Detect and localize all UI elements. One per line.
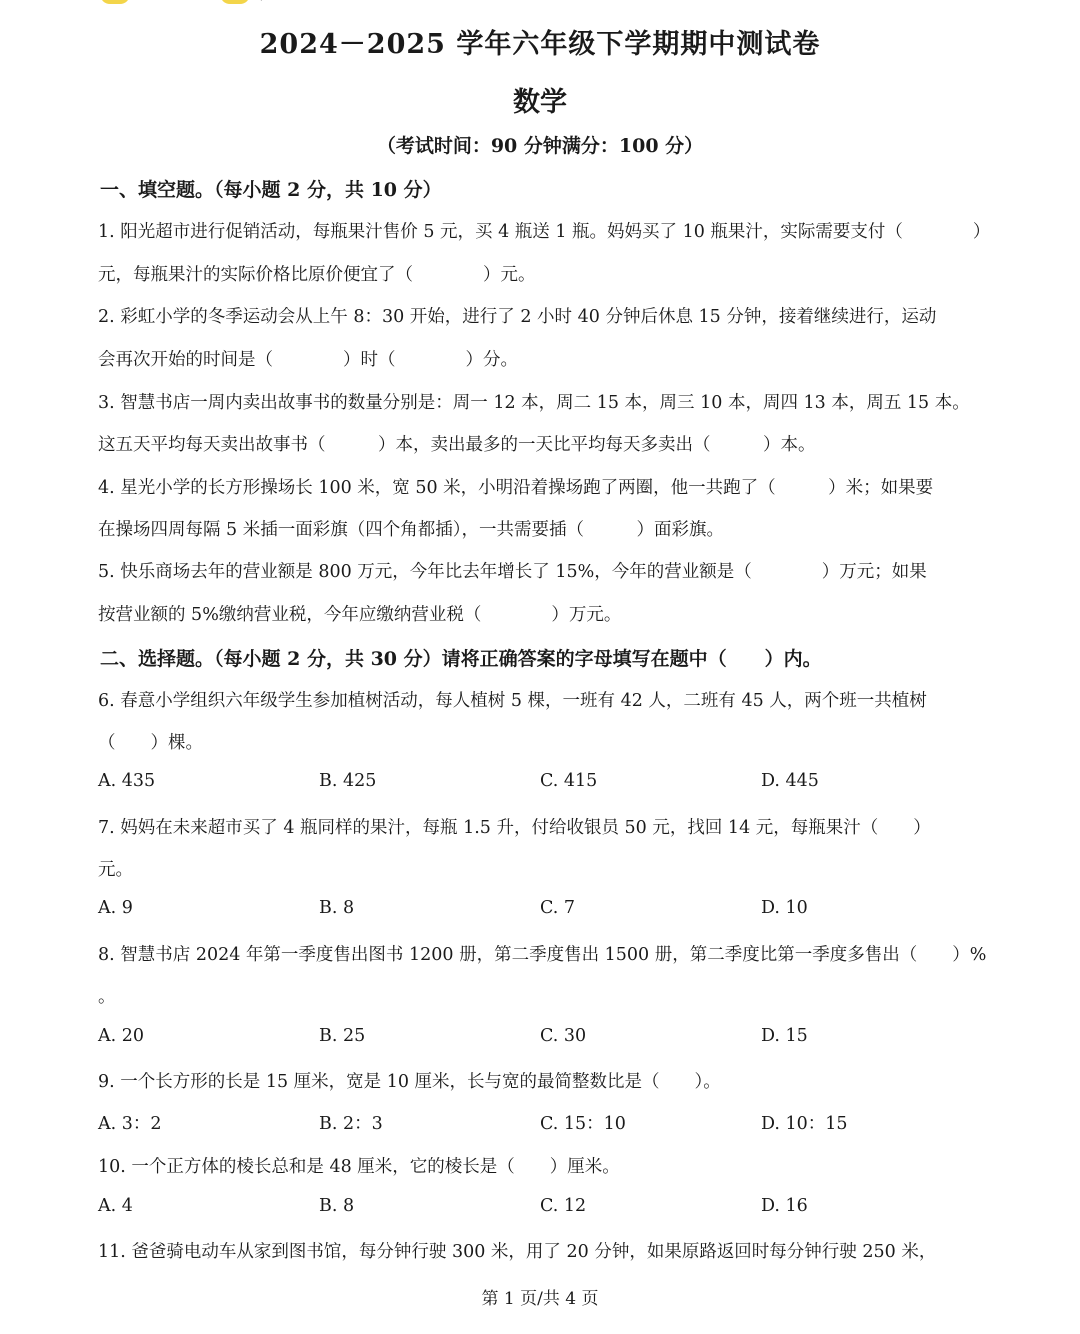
question-line: 5. 快乐商场去年的营业额是 800 万元，今年比去年增长了 15%，今年的营业额是（ ）万元；如果 <box>98 562 927 582</box>
question-10-option-c: C. 12 <box>540 1196 587 1216</box>
question-9-option-a: A. 3：2 <box>98 1114 162 1134</box>
watermark-text <box>134 0 179 1</box>
question-7-line: 元。 <box>98 860 133 880</box>
question-line: 4. 星光小学的长方形操场长 100 米，宽 50 米，小明沿着操场跑了两圈，他一共跑了（ ）米；如果要 <box>98 478 934 498</box>
question-6-option-b: B. 425 <box>319 771 377 791</box>
question-line: 元，每瓶果汁的实际价格比原价便宜了（ ）元。 <box>98 265 536 285</box>
question-8-option-c: C. 30 <box>540 1026 587 1046</box>
question-10-option-b: B. 8 <box>319 1196 355 1216</box>
question-line: 会再次开始的时间是（ ）时（ ）分。 <box>98 350 518 370</box>
question-6-option-c: C. 415 <box>540 771 598 791</box>
watermark-logo-icon <box>220 0 250 4</box>
question-7-option-d: D. 10 <box>761 898 808 918</box>
question-line: 3. 智慧书店一周内卖出故事书的数量分别是：周一 12 本，周二 15 本，周三 10 本，周四 13 本，周五 15 本。 <box>98 393 970 413</box>
question-8-line: 8. 智慧书店 2024 年第一季度售出图书 1200 册，第二季度售出 1500 册，第二季度比第一季度多售出（ ）% <box>98 945 987 965</box>
question-9-option-b: B. 2：3 <box>319 1114 383 1134</box>
question-10-option-a: A. 4 <box>98 1196 133 1216</box>
question-8-line: 。 <box>98 987 116 1007</box>
question-8-option-b: B. 25 <box>319 1026 366 1046</box>
page-number: 第 1 页/共 4 页 <box>481 1289 599 1309</box>
page-title: 2024－2025 学年六年级下学期期中测试卷 <box>259 29 821 60</box>
question-line: 按营业额的 5%缴纳营业税，今年应缴纳营业税（ ）万元。 <box>98 605 622 625</box>
watermark-logo-icon <box>100 0 130 4</box>
question-8-option-a: A. 20 <box>98 1026 145 1046</box>
question-6-option-a: A. 435 <box>98 771 156 791</box>
question-10-option-d: D. 16 <box>761 1196 808 1216</box>
question-11-line: 11. 爸爸骑电动车从家到图书馆，每分钟行驶 300 米，用了 20 分钟，如果原路返回时每分钟行驶 250 米， <box>98 1242 937 1262</box>
question-6-line: （ ）棵。 <box>98 733 203 753</box>
question-9-line: 9. 一个长方形的长是 15 厘米，宽是 10 厘米，长与宽的最简整数比是（ ）。 <box>98 1072 721 1092</box>
question-6-line: 6. 春意小学组织六年级学生参加植树活动，每人植树 5 棵，一班有 42 人，二班有 45 人，两个班一共植树 <box>98 691 927 711</box>
question-7-option-c: C. 7 <box>540 898 576 918</box>
question-9-option-d: D. 10：15 <box>761 1114 848 1134</box>
question-8-option-d: D. 15 <box>761 1026 808 1046</box>
question-line: 在操场四周每隔 5 米插一面彩旗（四个角都插），一共需要插（ ）面彩旗。 <box>98 520 725 540</box>
section-heading-fill-blank: 一、填空题。（每小题 2 分，共 10 分） <box>100 179 442 201</box>
question-7-option-a: A. 9 <box>98 898 133 918</box>
watermark <box>100 0 340 6</box>
question-7-line: 7. 妈妈在未来超市买了 4 瓶同样的果汁，每瓶 1.5 升，付给收银员 50 元，找回 14 元，每瓶果汁（ ） <box>98 818 931 838</box>
subject-title: 数学 <box>513 87 567 118</box>
exam-info: （考试时间：90 分钟满分：100 分） <box>376 135 704 157</box>
question-9-option-c: C. 15：10 <box>540 1114 626 1134</box>
section-heading-multiple-choice: 二、选择题。（每小题 2 分，共 30 分）请将正确答案的字母填写在题中（ ）内。 <box>100 648 822 670</box>
question-10-line: 10. 一个正方体的棱长总和是 48 厘米，它的棱长是（ ）厘米。 <box>98 1157 620 1177</box>
question-line: 2. 彩虹小学的冬季运动会从上午 8：30 开始，进行了 2 小时 40 分钟后休息 15 分钟，接着继续进行，运动 <box>98 307 937 327</box>
question-line: 1. 阳光超市进行促销活动，每瓶果汁售价 5 元，买 4 瓶送 1 瓶。妈妈买了 10 瓶果汁，实际需要支付（ ） <box>98 222 991 242</box>
question-line: 这五天平均每天卖出故事书（ ）本，卖出最多的一天比平均每天多卖出（ ）本。 <box>98 435 816 455</box>
question-6-option-d: D. 445 <box>761 771 819 791</box>
watermark-text <box>254 0 302 1</box>
question-7-option-b: B. 8 <box>319 898 355 918</box>
